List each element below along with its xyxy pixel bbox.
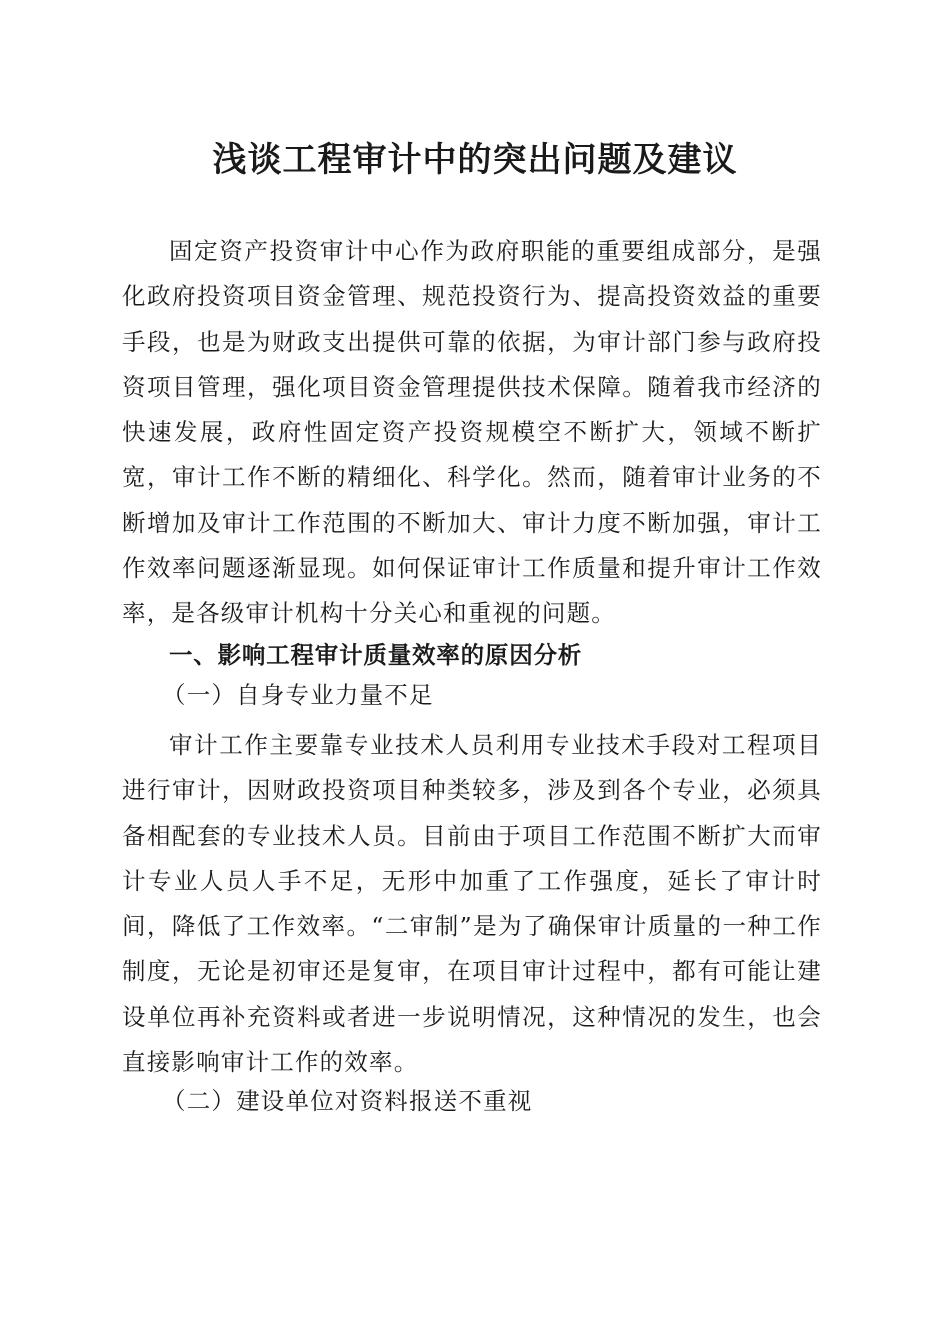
document-title: 浅谈工程审计中的突出问题及建议	[212, 140, 738, 180]
intro-paragraph: 固定资产投资审计中心作为政府职能的重要组成部分，是强化政府投资项目资金管理、规范投资行为、提高投资效益的重要手段，也是为财政支出提供可靠的依据，为审计部门参与政府投资项目管理，强化项目资金管理提供技术保障。随着我市经济的快速发展，政府性固定资产投资规模空不断扩大，领域不断扩宽，审计工作不断的精细化、科学化。然而，随着审计业务的不断增加及审计工作范围的不断加大、审计力度不断加强，审计工作效率问题逐渐显现。如何保证审计工作质量和提升审计工作效率，是各级审计机构十分关心和重视的问题。	[122, 237, 822, 628]
subsection-heading: （二）建设单位对资料报送不重视	[162, 1087, 533, 1115]
subsection-heading: （一）自身专业力量不足	[162, 681, 434, 709]
subsection-paragraph: 审计工作主要靠专业技术人员利用专业技术手段对工程项目进行审计，因财政投资项目种类较多，涉及到各个专业，必须具备相配套的专业技术人员。目前由于项目工作范围不断扩大而审计专业人员人手不足，无形中加重了工作强度，延长了审计时间，降低了工作效率。“二审制”是为了确保审计质量的一种工作制度，无论是初审还是复审，在项目审计过程中，都有可能让建设单位再补充资料或者进一步说明情况，这种情况的发生，也会直接影响审计工作的效率。	[122, 731, 822, 1077]
section-heading: 一、影响工程审计质量效率的原因分析	[169, 641, 583, 669]
